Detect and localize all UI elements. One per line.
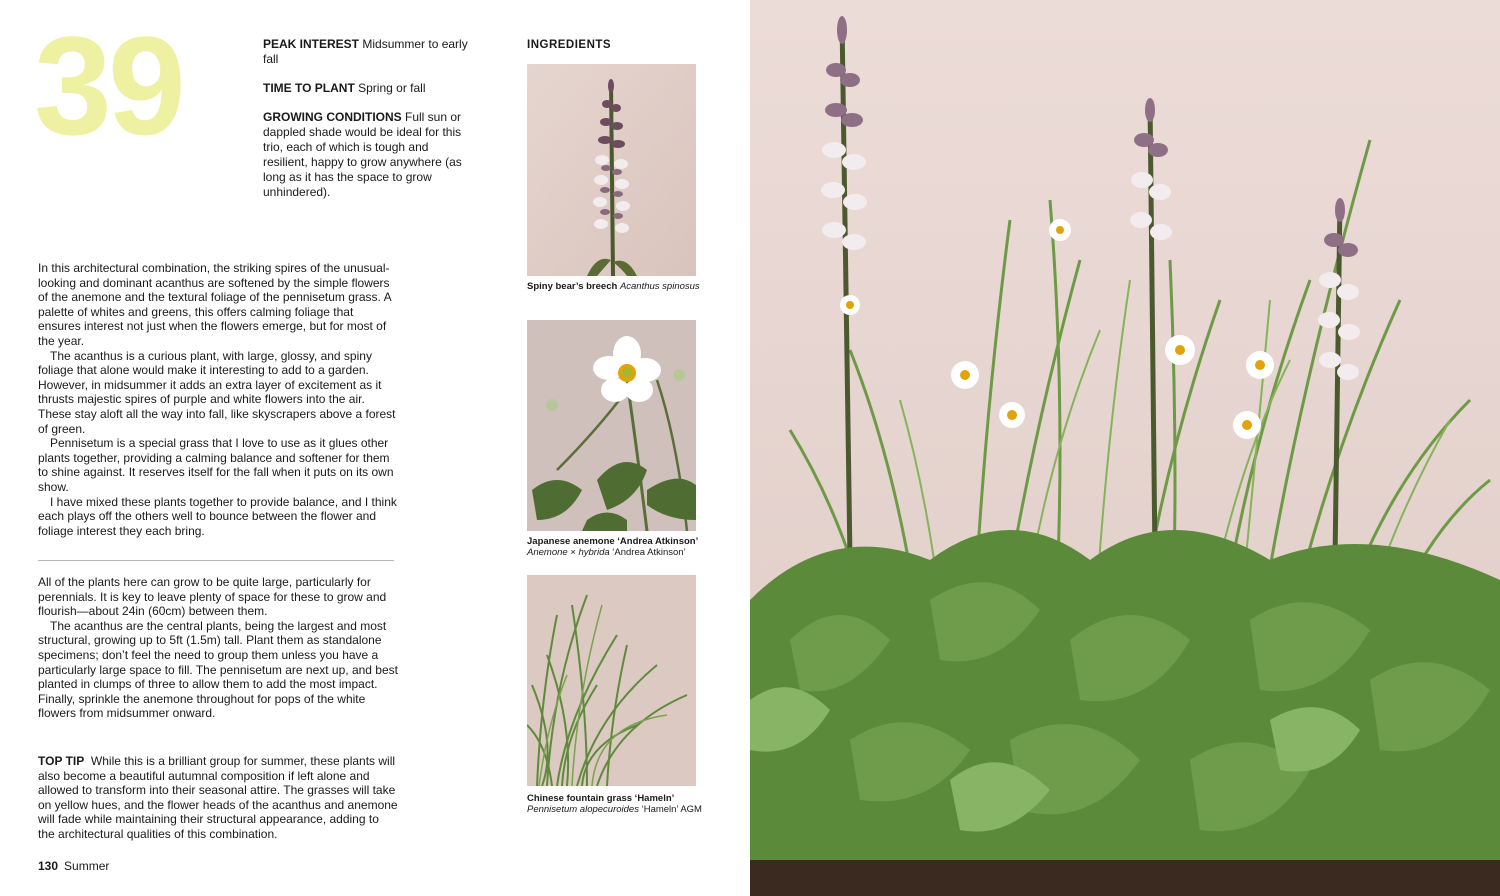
- ingredients-heading: INGREDIENTS: [527, 39, 612, 51]
- spacing-paragraph: All of the plants here can grow to be quite large, particularly for perennials. It is key to leave plenty of space for these to grow and flourish—about 24in (60cm) between them.: [38, 575, 387, 619]
- acanthus-photo: [527, 64, 696, 276]
- planting-photo: [750, 0, 1500, 896]
- spacing-paragraph: The acanthus are the central plants, being the largest and most structural, growing up to 5ft (1.5m) tall. Plant them as standalone specimens; don’t feel the need to group them unless you have a particularly large space to fill. The pennisetum are next up, and best planted in clumps of three to allow them to add the most impact. Finally, sprinkle the anemone throughout for pops of the white flowers from midsummer onward.: [38, 618, 398, 721]
- acanthus-caption: [527, 281, 727, 292]
- time-to-plant-label: TIME TO PLANT: [263, 81, 355, 95]
- anemone-photo: [527, 320, 696, 531]
- top-tip-label: TOP TIP: [38, 754, 85, 768]
- acanthus-image: [527, 64, 696, 276]
- anemone-common-name: Japanese anemone ‘Andrea Atkinson’: [527, 536, 699, 547]
- plant-facts: [263, 37, 475, 214]
- grass-caption: [527, 793, 727, 815]
- peak-interest: [263, 37, 475, 67]
- anemone-latin-name: Anemone × hybrida: [527, 547, 610, 558]
- grass-image: [527, 575, 696, 786]
- anemone-cultivar: ‘Andrea Atkinson’: [612, 547, 686, 558]
- time-to-plant: [263, 81, 475, 96]
- peak-interest-label: PEAK INTEREST: [263, 37, 360, 51]
- section-name: Summer: [64, 859, 110, 873]
- intro-text: [38, 261, 398, 538]
- growing-conditions-label: GROWING CONDITIONS: [263, 110, 402, 124]
- intro-paragraph: Pennisetum is a special grass that I love to use as it glues other plants together, providing a calming balance and softener for them to shine against. It reserves itself for the fall when it puts on its own show.: [38, 436, 394, 494]
- time-to-plant-value: Spring or fall: [358, 81, 426, 95]
- grass-common-name: Chinese fountain grass ‘Hameln’: [527, 793, 675, 804]
- intro-paragraph: In this architectural combination, the striking spires of the unusual-looking and dominant acanthus are softened by the simple flowers of the anemone and the textural foliage of the pennisetum grass. A palette of whites and greens, this offers calming foliage that ensures interest not just when the flowers emerge, but for most of the year.: [38, 261, 391, 348]
- section-divider: [38, 560, 394, 561]
- grass-cultivar: ‘Hameln’ AGM: [641, 804, 702, 815]
- top-tip: [38, 754, 398, 842]
- intro-paragraph: The acanthus is a curious plant, with large, glossy, and spiny foliage that alone would make it interesting to add to a garden. However, in midsummer it adds an extra layer of excitement as it thrusts majestic spires of purple and white flowers into the air. These stay aloft all the way into fall, like skyscrapers above a forest of green.: [38, 348, 396, 436]
- grass-latin-name: Pennisetum alopecuroides: [527, 804, 639, 815]
- acanthus-common-name: Spiny bear’s breech: [527, 281, 618, 292]
- spacing-text: [38, 575, 398, 721]
- top-tip-paragraph: [38, 754, 398, 842]
- page-number: 130: [38, 859, 59, 873]
- planting-image: [750, 0, 1500, 896]
- page-footer: [38, 859, 109, 873]
- top-tip-text: While this is a brilliant group for summer, these plants will also become a beautiful autumnal composition if left alone and allowed to transform into their seasonal attire. The grasses will take on yellow hues, and the flower heads of the acanthus and anemone will fade while maintaining their structural appearance, adding to the architectural qualities of this combination.: [38, 754, 398, 841]
- plan-number: 39: [34, 7, 182, 164]
- anemone-caption: [527, 536, 727, 558]
- intro-paragraph: I have mixed these plants together to provide balance, and I think each plays off the others well to bounce between the flower and foliage interest they each bring.: [38, 494, 397, 538]
- growing-conditions-value: Full sun or dappled shade would be ideal for this trio, each of which is tough and resilient, happy to grow anywhere (as long as it has the space to grow unhindered).: [263, 110, 462, 199]
- grass-photo: [527, 575, 696, 786]
- peak-interest-value: Midsummer to early fall: [263, 37, 468, 66]
- growing-conditions: [263, 110, 475, 200]
- acanthus-latin-name: Acanthus spinosus: [619, 281, 700, 292]
- anemone-image: [527, 320, 696, 531]
